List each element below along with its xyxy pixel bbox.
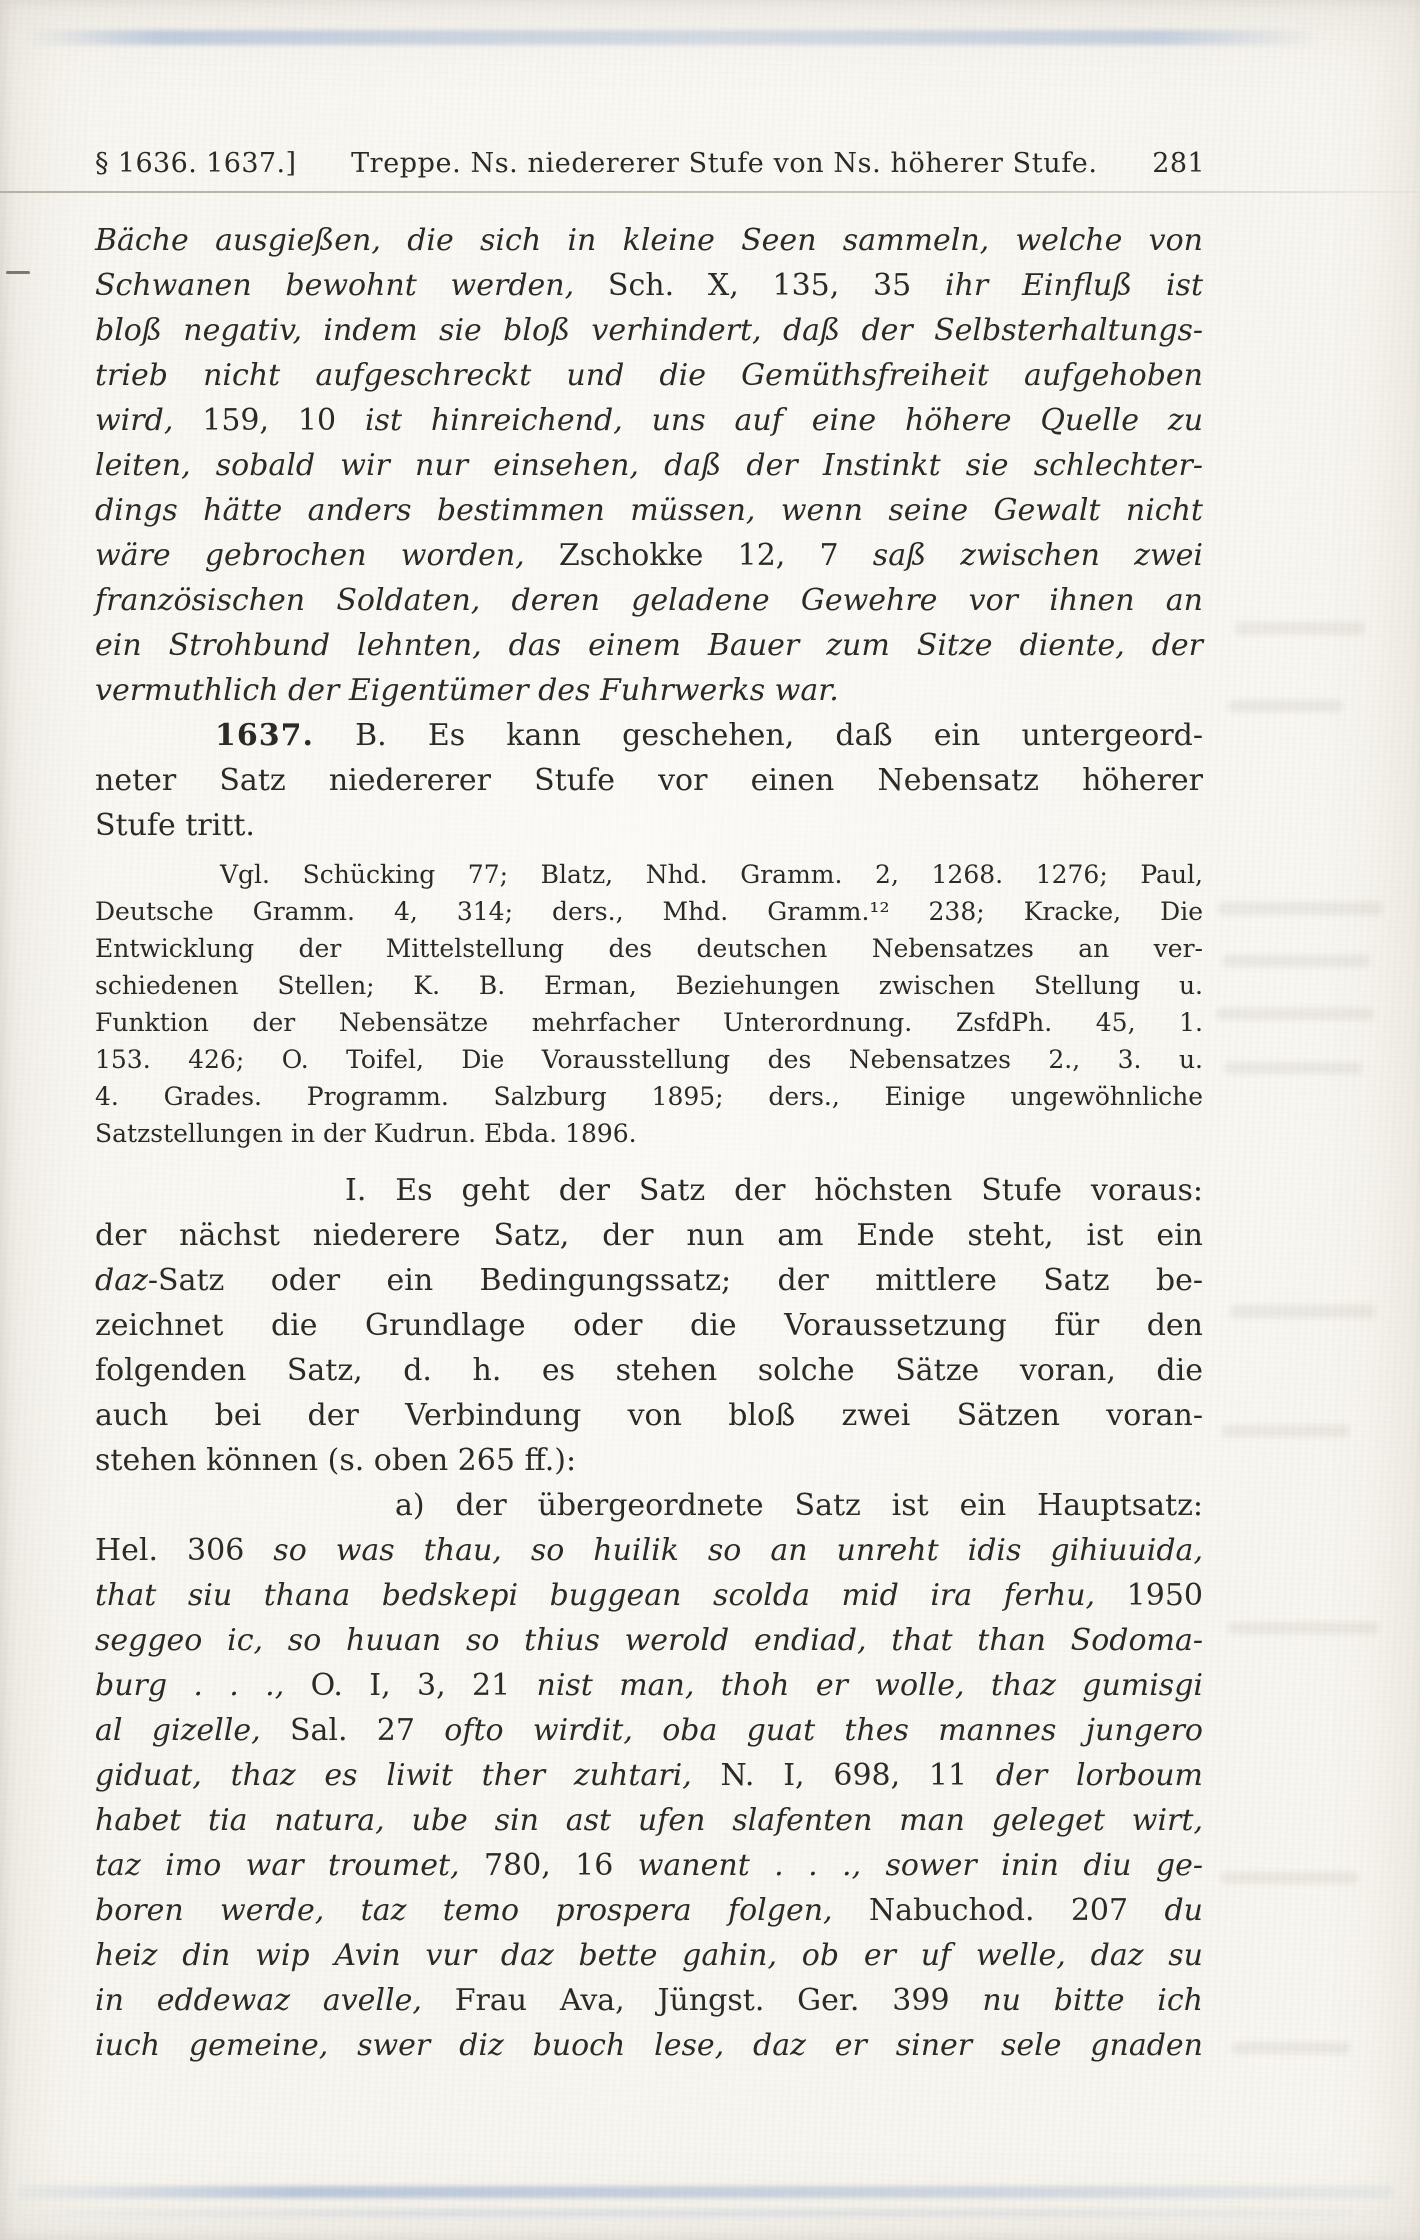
bleedthrough-artifact (1235, 622, 1365, 635)
text-line (95, 2023, 1203, 2068)
text-line (95, 1393, 1203, 1438)
bleedthrough-artifact (1224, 1062, 1362, 1074)
text-line (95, 1618, 1203, 1663)
italic-text-segment: taz imo war troumet, (95, 1848, 484, 1883)
text-line (95, 668, 1203, 713)
roman-text-segment: 4. Grades. Programm. Salzburg 1895; ders., Einige ungewöhnliche (95, 1082, 1203, 1111)
text-line (95, 1004, 1203, 1041)
roman-text-segment: Hel. 306 (95, 1533, 274, 1568)
italic-text-segment: wanent . . ., sower inin diu ge- (637, 1848, 1203, 1883)
italic-text-segment: burg . . ., (95, 1668, 311, 1703)
italic-text-segment: saß zwischen zwei (872, 538, 1203, 573)
roman-text-segment: N. I, 698, 11 (720, 1758, 996, 1793)
roman-text-segment: neter Satz niedererer Stufe vor einen Nebensatz höherer (95, 763, 1203, 798)
bleedthrough-artifact (1228, 700, 1343, 712)
text-line (95, 930, 1203, 967)
italic-text-segment: wird, (95, 403, 203, 438)
section-reference: § 1636. 1637.] (95, 148, 297, 179)
text-line (95, 1303, 1203, 1348)
italic-text-segment: du (1164, 1893, 1203, 1928)
italic-text-segment: vermuthlich der Eigentümer des Fuhrwerks war. (95, 673, 839, 708)
roman-text-segment: B. Es kann geschehen, daß ein untergeord- (313, 718, 1203, 753)
text-line (95, 308, 1203, 353)
italic-text-segment: habet tia natura, ube sin ast ufen slafenten man geleget wirt, (95, 1803, 1203, 1838)
roman-text-segment: Zschokke 12, 7 (558, 538, 873, 573)
roman-text-segment: 153. 426; O. Toifel, Die Vorausstellung des Nebensatzes 2., 3. u. (95, 1045, 1203, 1074)
text-line (95, 533, 1203, 578)
margin-dash-mark (6, 271, 30, 274)
text-line (95, 353, 1203, 398)
text-line (95, 1438, 1203, 1483)
bleedthrough-artifact (1228, 1622, 1378, 1634)
italic-text-segment: nist man, thoh er wolle, thaz gumisgi (536, 1668, 1204, 1703)
bleedthrough-artifact (1232, 2042, 1350, 2054)
running-head (95, 148, 1205, 179)
italic-text-segment: ihr Einfluß ist (945, 268, 1203, 303)
italic-text-segment: französischen Soldaten, deren geladene Gewehre vor ihnen an (95, 583, 1203, 618)
italic-text-segment: wäre gebrochen worden, (95, 538, 559, 573)
text-line (95, 893, 1203, 930)
roman-text-segment: -Satz oder ein Bedingungssatz; der mittlere Satz be- (147, 1263, 1203, 1298)
text-line (95, 1078, 1203, 1115)
roman-text-segment: Stufe tritt. (95, 808, 255, 843)
text-line (95, 578, 1203, 623)
text-line (95, 1348, 1203, 1393)
italic-text-segment: in eddewaz avelle, (95, 1983, 455, 2018)
header-rule (0, 191, 1420, 193)
roman-text-segment: der nächst niederere Satz, der nun am Ende steht, ist ein (95, 1218, 1203, 1253)
italic-text-segment: daz (95, 1263, 148, 1298)
italic-text-segment: nu bitte ich (982, 1983, 1203, 2018)
italic-text-segment: trieb nicht aufgeschreckt und die Gemüthsfreiheit aufgehoben (95, 358, 1203, 393)
text-column (95, 218, 1203, 2068)
text-line (95, 1708, 1203, 1753)
bleedthrough-artifact (1230, 1305, 1375, 1318)
italic-text-segment: boren werde, taz temo prospera folgen, (95, 1893, 869, 1928)
text-line (95, 398, 1203, 443)
italic-text-segment: ein Strohbund lehnten, das einem Bauer zum Sitze diente, der (95, 628, 1203, 663)
text-line (95, 1843, 1203, 1888)
running-title: Treppe. Ns. niedererer Stufe von Ns. höherer Stufe. (351, 148, 1098, 179)
text-line (95, 1663, 1203, 1708)
italic-text-segment: ofto wirdit, oba guat thes mannes jungero (444, 1713, 1203, 1748)
roman-text-segment: Frau Ava, Jüngst. Ger. 399 (454, 1983, 983, 2018)
roman-text-segment: Entwicklung der Mittelstellung des deutschen Nebensatzes an ver- (95, 934, 1203, 963)
roman-text-segment: stehen können (s. oben 265 ff.): (95, 1443, 577, 1478)
roman-text-segment: a) der übergeordnete Satz ist ein Hauptsatz: (395, 1488, 1203, 1523)
italic-text-segment: heiz din wip Avin vur daz bette gahin, ob er uf welle, daz su (95, 1938, 1203, 1973)
roman-text-segment: Nabuchod. 207 (868, 1893, 1165, 1928)
italic-text-segment: giduat, thaz es liwit ther zuhtari, (95, 1758, 721, 1793)
text-line (95, 1528, 1203, 1573)
bleedthrough-artifact (1216, 1008, 1374, 1020)
text-line (95, 488, 1203, 533)
roman-text-segment: auch bei der Verbindung von bloß zwei Sätzen voran- (95, 1398, 1203, 1433)
text-line (95, 1115, 1203, 1152)
page-number: 281 (1152, 148, 1205, 179)
italic-text-segment: der lorboum (995, 1758, 1203, 1793)
italic-text-segment: al gizelle, (95, 1713, 290, 1748)
text-line (95, 443, 1203, 488)
text-line (95, 1258, 1203, 1303)
bold-section-number: 1637. (215, 718, 314, 753)
bleedthrough-artifact (1222, 1425, 1350, 1437)
text-line (95, 1798, 1203, 1843)
roman-text-segment: Satzstellungen in der Kudrun. Ebda. 1896. (95, 1119, 637, 1148)
italic-text-segment: bloß negativ, indem sie bloß verhindert, daß der Selbsterhaltungs- (95, 313, 1203, 348)
italic-text-segment: Bäche ausgießen, die sich in kleine Seen sammeln, welche von (95, 223, 1203, 258)
section-1637-paragraph (95, 713, 1203, 848)
roman-text-segment: schiedenen Stellen; K. B. Erman, Beziehungen zwischen Stellung u. (95, 971, 1203, 1000)
italic-text-segment: leiten, sobald wir nur einsehen, daß der Instinkt sie schlechter- (95, 448, 1203, 483)
text-line (95, 856, 1203, 893)
italic-text-segment: ist hinreichend, uns auf eine höhere Quelle zu (364, 403, 1204, 438)
text-line (95, 803, 1203, 848)
item-a-examples-paragraph (95, 1483, 1203, 2068)
bleedthrough-artifact (1218, 902, 1383, 915)
italic-text-segment: seggeo ic, so huuan so thius werold endiad, that than Sodoma- (95, 1623, 1203, 1658)
bleedthrough-artifact (1220, 1872, 1358, 1884)
roman-text-segment: Sch. X, 135, 35 (607, 268, 945, 303)
roman-text-segment: I. Es geht der Satz der höchsten Stufe voraus: (345, 1173, 1203, 1208)
roman-text-segment: 159, 10 (202, 403, 365, 438)
quotation-paragraph (95, 218, 1203, 713)
roman-text-segment: zeichnet die Grundlage oder die Voraussetzung für den (95, 1308, 1203, 1343)
text-line (95, 1753, 1203, 1798)
roman-text-segment: 1950 (1126, 1578, 1203, 1613)
text-line (95, 1888, 1203, 1933)
text-line (95, 713, 1203, 758)
italic-text-segment: that siu thana bedskepi buggean scolda mid ira ferhu, (95, 1578, 1127, 1613)
text-line (95, 1168, 1203, 1213)
italic-text-segment: iuch gemeine, swer diz buoch lese, daz er siner sele gnaden (95, 2028, 1203, 2063)
text-line (95, 263, 1203, 308)
roman-text-segment: Funktion der Nebensätze mehrfacher Unterordnung. ZsfdPh. 45, 1. (95, 1008, 1203, 1037)
roman-text-segment: O. I, 3, 21 (310, 1668, 537, 1703)
text-line (95, 1573, 1203, 1618)
text-line (95, 1483, 1203, 1528)
roman-text-segment: 780, 16 (483, 1848, 638, 1883)
text-line (95, 967, 1203, 1004)
text-line (95, 1041, 1203, 1078)
bleedthrough-artifact (1222, 955, 1370, 967)
blue-scan-streak-top (28, 30, 1318, 45)
text-line (95, 218, 1203, 263)
roman-numeral-I-paragraph (95, 1168, 1203, 1483)
text-line (95, 623, 1203, 668)
text-line (95, 1933, 1203, 1978)
roman-text-segment: Deutsche Gramm. 4, 314; ders., Mhd. Gramm.¹² 238; Kracke, Die (95, 897, 1203, 926)
italic-text-segment: so was thau, so huilik so an unreht idis gihiuuida, (273, 1533, 1203, 1568)
roman-text-segment: folgenden Satz, d. h. es stehen solche Sätze voran, die (95, 1353, 1203, 1388)
blue-scan-streak-bottom (18, 2186, 1393, 2198)
text-line (95, 758, 1203, 803)
bibliography-paragraph (95, 856, 1203, 1152)
italic-text-segment: Schwanen bewohnt werden, (95, 268, 608, 303)
italic-text-segment: dings hätte anders bestimmen müssen, wenn seine Gewalt nicht (95, 493, 1203, 528)
text-line (95, 1213, 1203, 1258)
roman-text-segment: Vgl. Schücking 77; Blatz, Nhd. Gramm. 2, 1268. 1276; Paul, (220, 860, 1203, 889)
text-line (95, 1978, 1203, 2023)
blue-scan-streak-bottom-2 (55, 2209, 1355, 2217)
roman-text-segment: Sal. 27 (289, 1713, 445, 1748)
